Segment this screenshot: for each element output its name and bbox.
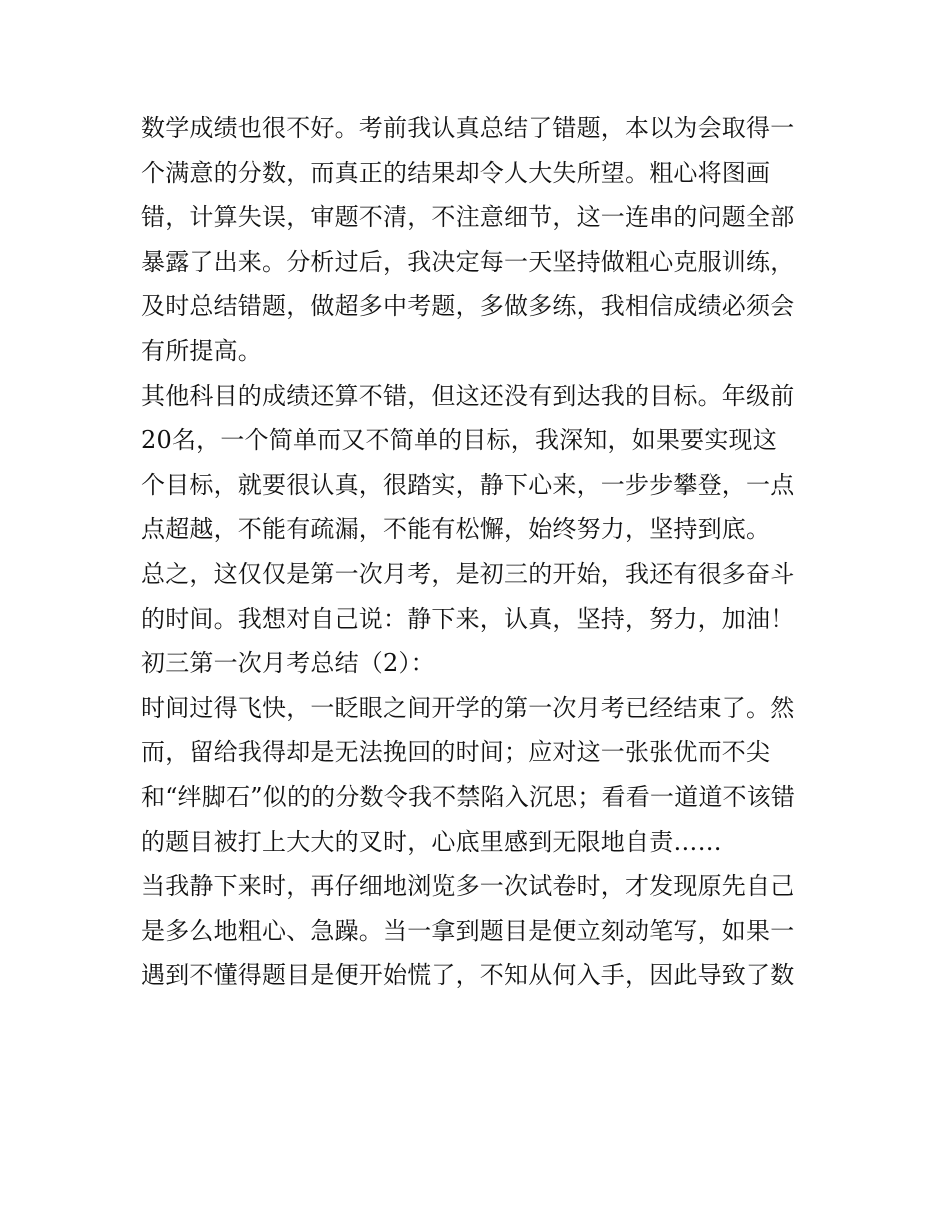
text-line-17: 的题目被打上大大的叉时，心底里感到无限地自责…… (141, 827, 722, 856)
text-line-4: 暴露了出来。分析过后，我决定每一天坚持做粗心克服训练， (141, 247, 795, 276)
text-line-7: 其他科目的成绩还算不错，但这还没有到达我的目标。年级前 (141, 381, 795, 410)
text-line-15: 而，留给我得却是无法挽回的时间；应对这一张张优而不尖 (141, 738, 771, 767)
text-line-11: 总之，这仅仅是第一次月考，是初三的开始，我还有很多奋斗 (141, 559, 795, 588)
text-line-8: 20名，一个简单而又不简单的目标，我深知，如果要实现这 (141, 426, 777, 455)
text-line-20: 遇到不懂得题目是便开始慌了，不知从何入手，因此导致了数 (141, 961, 795, 990)
text-line-9: 个目标，就要很认真，很踏实，静下心来，一步步攀登，一点 (141, 470, 795, 499)
text-line-14: 时间过得飞快，一眨眼之间开学的第一次月考已经结束了。然 (141, 693, 795, 722)
text-line-18: 当我静下来时，再仔细地浏览多一次试卷时，才发现原先自己 (141, 872, 795, 901)
text-line-12: 的时间。我想对自己说：静下来，认真，坚持，努力，加油！ (141, 604, 795, 633)
section-heading: 初三第一次月考总结（2）： (141, 649, 435, 678)
text-line-16: 和“绊脚石”似的的分数令我不禁陷入沉思；看看一道道不该错 (141, 782, 796, 811)
text-line-6: 有所提高。 (141, 336, 262, 365)
text-line-5: 及时总结错题，做超多中考题，多做多练，我相信成绩必须会 (141, 292, 795, 321)
text-line-2: 个满意的分数，而真正的结果却令人大失所望。粗心将图画 (141, 158, 771, 187)
document-body (141, 106, 821, 998)
text-line-19: 是多么地粗心、急躁。当一拿到题目是便立刻动笔写，如果一 (141, 916, 795, 945)
text-line-10: 点超越，不能有疏漏，不能有松懈，始终努力，坚持到底。 (141, 515, 771, 544)
text-line-1: 数学成绩也很不好。考前我认真总结了错题，本以为会取得一 (141, 114, 795, 142)
text-line-3: 错，计算失误，审题不清，不注意细节，这一连串的问题全部 (141, 203, 795, 232)
